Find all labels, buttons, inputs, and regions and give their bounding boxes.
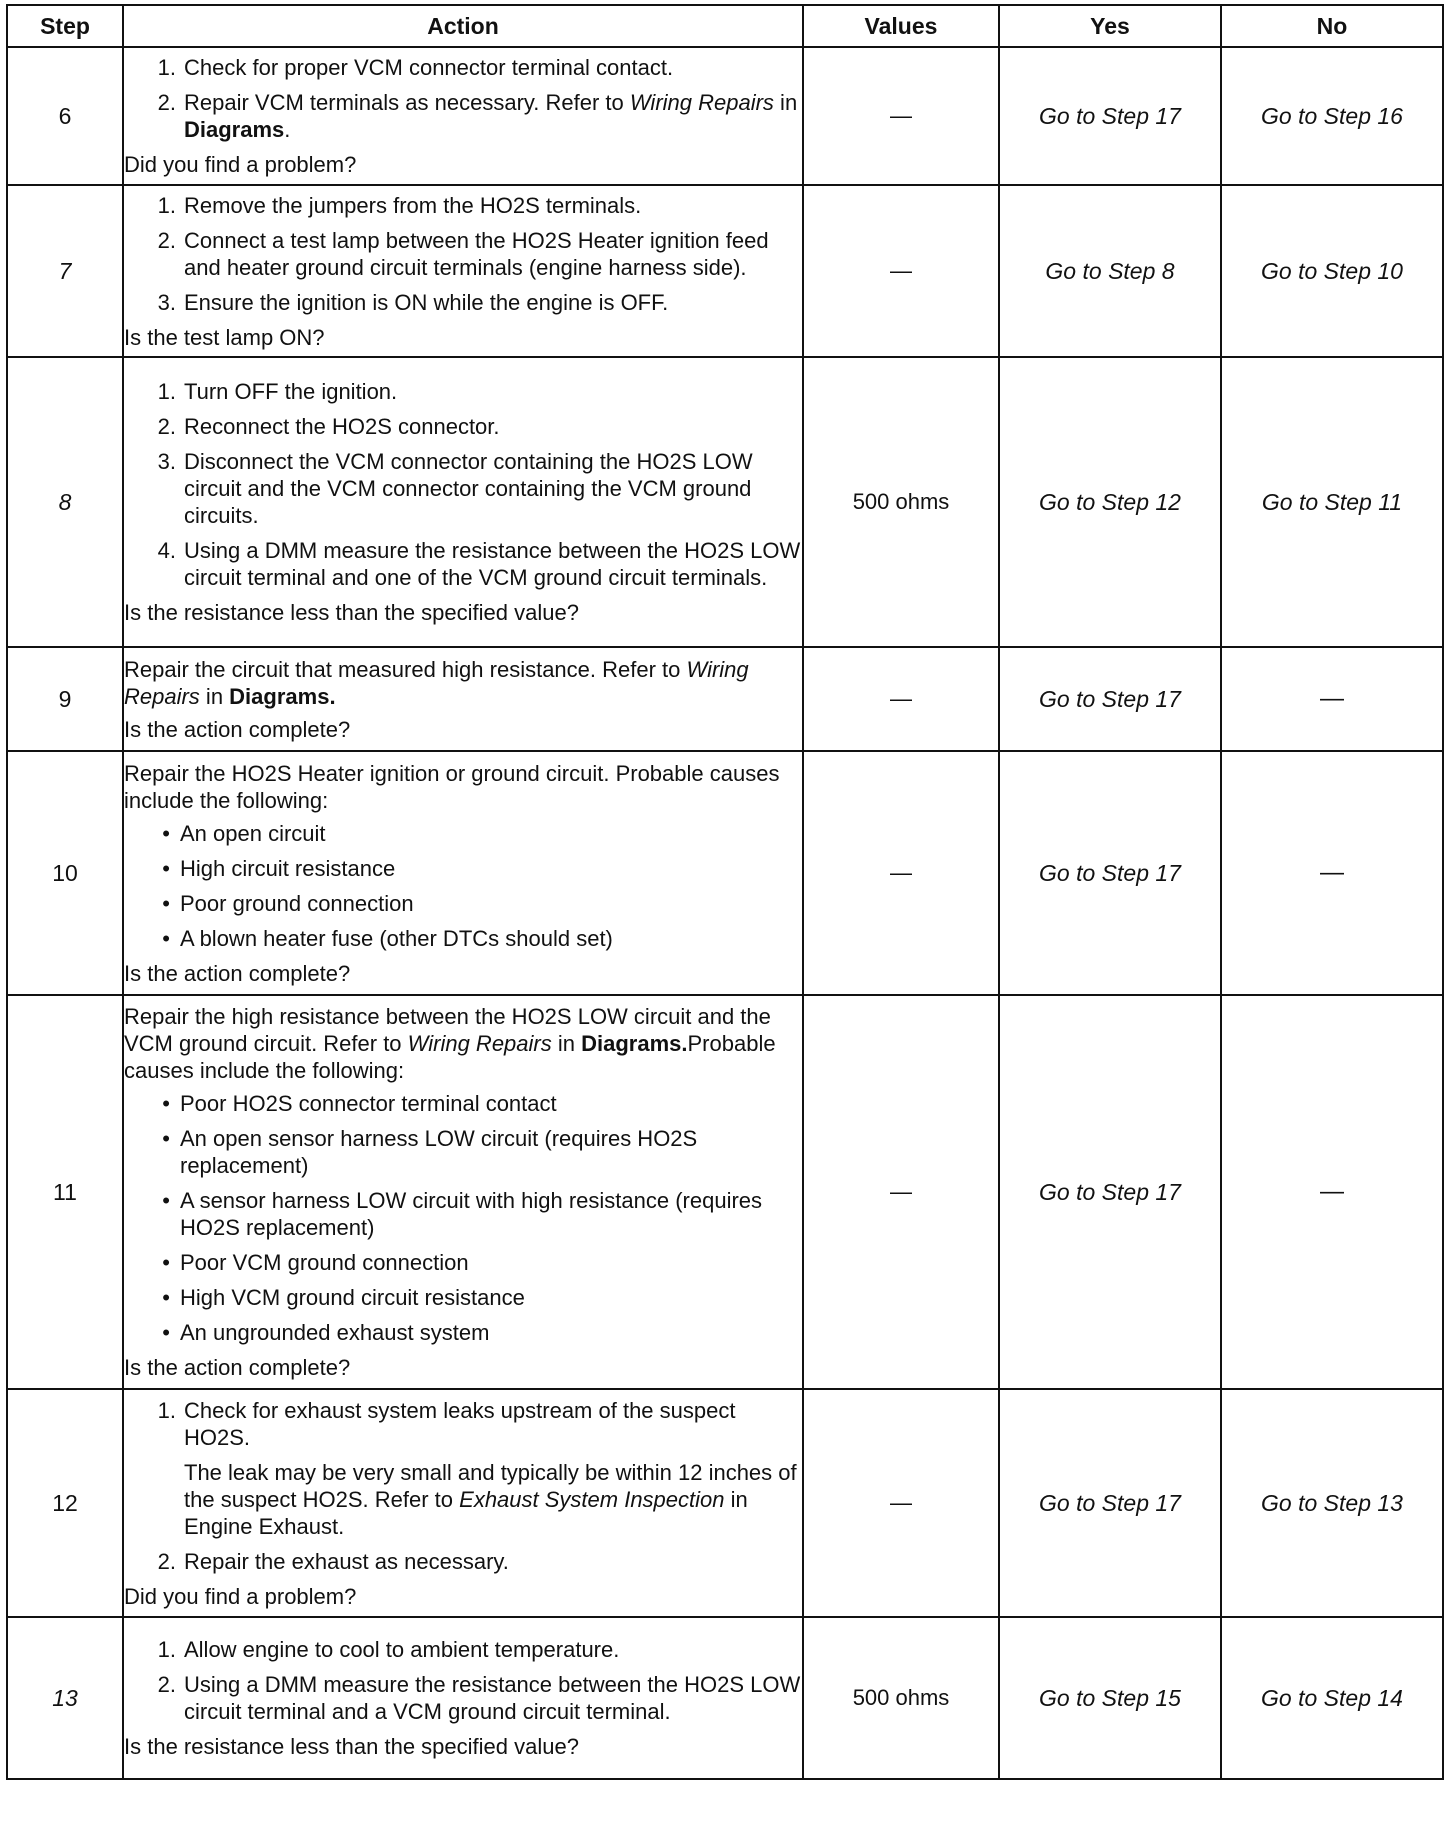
- step-number: 11: [7, 995, 123, 1389]
- action-question: Is the resistance less than the specified value?: [124, 600, 579, 625]
- value-cell: 500 ohms: [803, 357, 999, 647]
- action-note: The leak may be very small and typically be within 12 inches of the suspect HO2S. Refer to Exhaust System Inspection in Engine Exhaust.: [184, 1459, 797, 1539]
- yes-cell: Go to Step 17: [999, 995, 1221, 1389]
- action-cell: 1. Allow engine to cool to ambient temperature. 2. Using a DMM measure the resistance between the HO2S LOW circuit terminal and a VCM ground circuit terminal. Is the resistance less than the specified value?: [123, 1617, 803, 1779]
- yes-cell: Go to Step 12: [999, 357, 1221, 647]
- action-question: Is the action complete?: [124, 716, 351, 742]
- action-text: Repair the HO2S Heater ignition or ground circuit. Probable causes include the following:: [124, 760, 780, 813]
- value-cell: —: [803, 1389, 999, 1617]
- yes-cell: Go to Step 17: [999, 1389, 1221, 1617]
- cause-item: A sensor harness LOW circuit with high resistance (requires HO2S replacement): [180, 1188, 763, 1240]
- action-question: Did you find a problem?: [124, 1583, 357, 1609]
- step-number: 8: [7, 357, 123, 647]
- action-cell: 1. Remove the jumpers from the HO2S terminals. 2. Connect a test lamp between the HO2S Heater ignition feed and heater ground circuit terminals (engine harness side). 3. Ensure the ignition is ON while the engine is OFF. Is the test lamp ON?: [123, 185, 803, 357]
- yes-cell: Go to Step 8: [999, 185, 1221, 357]
- action-item: Repair VCM terminals as necessary. Refer to Wiring Repairs in Diagrams.: [184, 90, 798, 142]
- action-cell: Repair the HO2S Heater ignition or ground circuit. Probable causes include the following: • An open circuit • High circuit resistance • Poor ground connection • A blown heater fuse (other DTCs should set) Is the action complete?: [123, 751, 803, 995]
- yes-cell: Go to Step 17: [999, 647, 1221, 751]
- header-no: No: [1221, 5, 1443, 47]
- step-number: 7: [7, 185, 123, 357]
- value-cell: —: [803, 751, 999, 995]
- table-row-step-9: [7, 647, 1443, 751]
- action-item: Reconnect the HO2S connector.: [184, 414, 500, 439]
- action-text: Repair the circuit that measured high resistance. Refer to Wiring Repairs in Diagrams.: [124, 656, 749, 709]
- action-cell: Repair the high resistance between the HO2S LOW circuit and the VCM ground circuit. Refer to Wiring Repairs in Diagrams.Probable causes include the following: • Poor HO2S connector terminal contact • An open sensor harness LOW circuit (requires HO2S replacement) • A sensor harness LOW circuit with high resistance (requires HO2S replacement) • Poor VCM ground connection • High VCM ground circuit resistance • An ungrounded exhaust system Is the action complete?: [123, 995, 803, 1389]
- action-item: Connect a test lamp between the HO2S Heater ignition feed and heater ground circuit terminals (engine harness side).: [184, 227, 769, 280]
- yes-cell: Go to Step 17: [999, 47, 1221, 185]
- action-item: Ensure the ignition is ON while the engine is OFF.: [184, 289, 669, 315]
- action-cell: 1. Check for exhaust system leaks upstream of the suspect HO2S. The leak may be very small and typically be within 12 inches of the suspect HO2S. Refer to Exhaust System Inspection in Engine Exhaust. 2. Repair the exhaust as necessary. Did you find a problem?: [123, 1389, 803, 1617]
- step-number: 9: [7, 647, 123, 751]
- action-question: Did you find a problem?: [124, 152, 357, 177]
- cause-item: Poor VCM ground connection: [180, 1250, 469, 1275]
- table-row-step-11: [7, 995, 1443, 1389]
- no-cell: —: [1221, 995, 1443, 1389]
- cause-item: A blown heater fuse (other DTCs should set): [180, 925, 613, 951]
- action-question: Is the action complete?: [124, 1355, 351, 1380]
- table-row-step-13: [7, 1617, 1443, 1779]
- action-item: Remove the jumpers from the HO2S terminals.: [184, 192, 642, 218]
- value-cell: 500 ohms: [803, 1617, 999, 1779]
- action-question: Is the resistance less than the specified value?: [124, 1734, 579, 1759]
- cause-item: High circuit resistance: [180, 855, 396, 881]
- cause-item: An ungrounded exhaust system: [180, 1320, 490, 1345]
- header-step: Step: [7, 5, 123, 47]
- cause-item: Poor ground connection: [180, 890, 414, 916]
- step-number: 6: [7, 47, 123, 185]
- no-cell: Go to Step 16: [1221, 47, 1443, 185]
- header-values: Values: [803, 5, 999, 47]
- value-cell: —: [803, 995, 999, 1389]
- action-question: Is the test lamp ON?: [124, 324, 325, 350]
- header-yes: Yes: [999, 5, 1221, 47]
- action-cell: 1. Check for proper VCM connector terminal contact. 2. Repair VCM terminals as necessary. Refer to Wiring Repairs in Diagrams. Did you find a problem?: [123, 47, 803, 185]
- table-row-step-6: [7, 47, 1443, 185]
- value-cell: —: [803, 47, 999, 185]
- header-row: [7, 5, 1443, 47]
- action-item: Repair the exhaust as necessary.: [184, 1548, 509, 1574]
- action-item: Check for exhaust system leaks upstream of the suspect HO2S.: [184, 1397, 736, 1450]
- step-number: 10: [7, 751, 123, 995]
- header-action: Action: [123, 5, 803, 47]
- cause-item: Poor HO2S connector terminal contact: [180, 1091, 557, 1116]
- diagnostic-table: [6, 4, 1444, 1780]
- yes-cell: Go to Step 17: [999, 751, 1221, 995]
- cause-item: An open sensor harness LOW circuit (requires HO2S replacement): [180, 1126, 698, 1178]
- cause-item: An open circuit: [180, 820, 326, 846]
- no-cell: Go to Step 11: [1221, 357, 1443, 647]
- no-cell: —: [1221, 647, 1443, 751]
- action-item: Allow engine to cool to ambient temperature.: [184, 1637, 620, 1662]
- table-row-step-10: [7, 751, 1443, 995]
- value-cell: —: [803, 647, 999, 751]
- action-question: Is the action complete?: [124, 960, 351, 986]
- table-row-step-7: [7, 185, 1443, 357]
- no-cell: —: [1221, 751, 1443, 995]
- step-number: 13: [7, 1617, 123, 1779]
- table-row-step-8: [7, 357, 1443, 647]
- action-cell: [123, 647, 803, 751]
- action-item: Using a DMM measure the resistance between the HO2S LOW circuit terminal and one of the VCM ground circuit terminals.: [184, 538, 801, 590]
- cause-item: High VCM ground circuit resistance: [180, 1285, 525, 1310]
- yes-cell: Go to Step 15: [999, 1617, 1221, 1779]
- action-cell: 1. Turn OFF the ignition. 2. Reconnect the HO2S connector. 3. Disconnect the VCM connector containing the HO2S LOW circuit and the VCM connector containing the VCM ground circuits. 4. Using a DMM measure the resistance between the HO2S LOW circuit terminal and one of the VCM ground circuit terminals. Is the resistance less than the specified value?: [123, 357, 803, 647]
- step-number: 12: [7, 1389, 123, 1617]
- action-item: Check for proper VCM connector terminal contact.: [184, 55, 674, 80]
- action-item: Using a DMM measure the resistance between the HO2S LOW circuit terminal and a VCM ground circuit terminal.: [184, 1672, 801, 1724]
- value-cell: —: [803, 185, 999, 357]
- table-row-step-12: [7, 1389, 1443, 1617]
- action-item: Disconnect the VCM connector containing the HO2S LOW circuit and the VCM connector containing the VCM ground circuits.: [184, 449, 753, 528]
- no-cell: Go to Step 14: [1221, 1617, 1443, 1779]
- action-item: Turn OFF the ignition.: [184, 379, 398, 404]
- action-text: Repair the high resistance between the HO2S LOW circuit and the VCM ground circuit. Refer to Wiring Repairs in Diagrams.Probable causes include the following:: [124, 1004, 776, 1083]
- no-cell: Go to Step 13: [1221, 1389, 1443, 1617]
- no-cell: Go to Step 10: [1221, 185, 1443, 357]
